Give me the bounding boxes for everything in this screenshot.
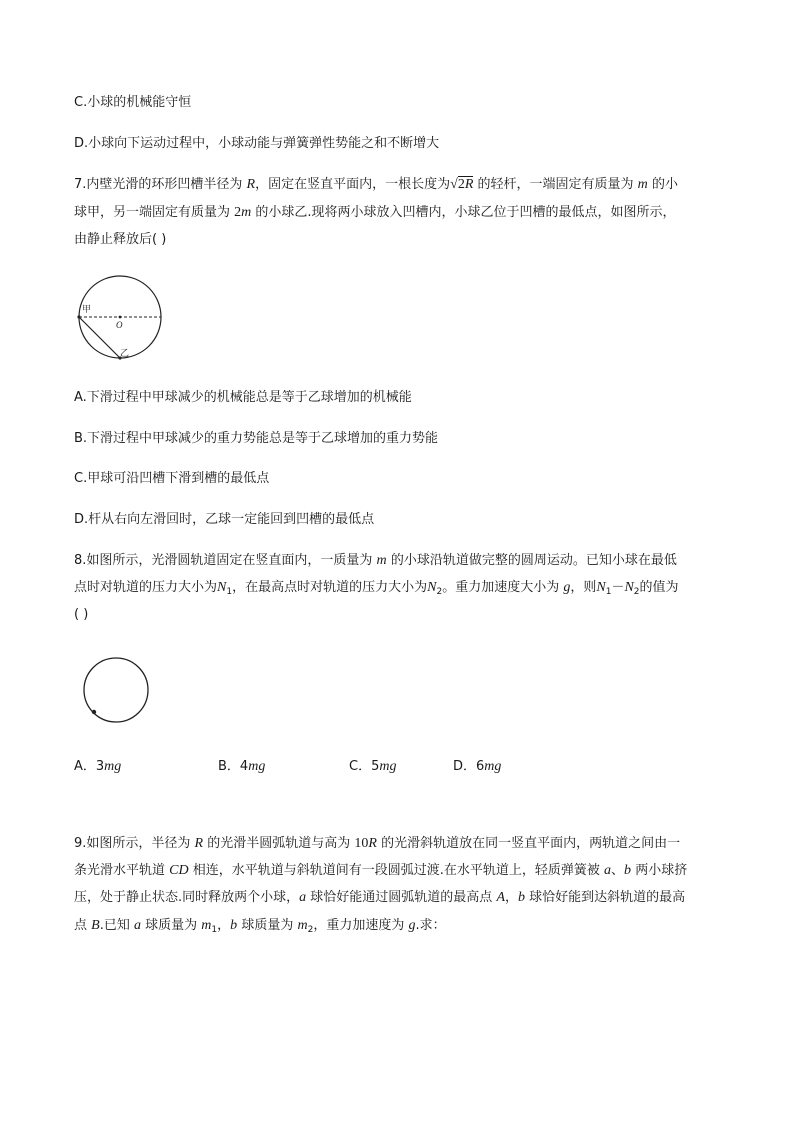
q8-stem-line-2: 点时对轨道的压力大小为$N_1$，在最高点时对轨道的压力大小为$N_2$。重力加速度大小为 g，则$N_1-N_2$的值为 [74, 580, 679, 597]
q7-option-a: A.下滑过程中甲球减少的机械能总是等于乙球增加的机械能 [74, 390, 412, 405]
q8-choice-d: D．6mg [453, 759, 502, 774]
q6-option-d: D.小球向下运动过程中，小球动能与弹簧弹性势能之和不断增大 [74, 136, 440, 151]
q9-stem-line-1: 9.如图所示，半径为 R 的光滑半圆弧轨道与高为 10R 的光滑斜轨道放在同一竖直平面内，两轨道之间由一 [74, 836, 681, 851]
q8-choice-b: B．4mg [218, 759, 266, 774]
q7-stem-line-2: 球甲，另一端固定有质量为 2m 的小球乙.现将两小球放入凹槽内，小球乙位于凹槽的最低点，如图所示， [74, 205, 676, 220]
q9-stem-line-2: 条光滑水平轨道 CD 相连，水平轨道与斜轨道间有一段圆弧过渡.在水平轨道上，轻质弹簧被 a、b 两小球挤 [74, 863, 688, 878]
q8-stem-line-1: 8.如图所示，光滑圆轨道固定在竖直面内，一质量为 m 的小球沿轨道做完整的圆周运动。已知小球在最低 [74, 553, 677, 568]
q8-figure [80, 656, 154, 726]
q7-center-point [119, 316, 122, 319]
q7-option-c: C.甲球可沿凹槽下滑到槽的最低点 [74, 471, 270, 486]
q8-stem-line-3: ( ) [74, 607, 89, 622]
q7-stem-line-3: 由静止释放后( ) [74, 232, 167, 247]
q7-option-b: B.下滑过程中甲球减少的重力势能总是等于乙球增加的重力势能 [74, 431, 439, 446]
q7-stem-line-1: 7.内壁光滑的环形凹槽半径为 R，固定在竖直平面内，一根长度为√2R 的轻杆，一端固定有质量为 m 的小 [74, 177, 678, 192]
q7-label-o: O [116, 320, 123, 330]
q8-choice-c: C．5mg [349, 759, 397, 774]
q8-choice-a: A．3mg [74, 759, 122, 774]
q8-ball [92, 710, 96, 714]
q7-ball-jia [77, 315, 80, 318]
q7-option-d: D.杆从右向左滑回时，乙球一定能回到凹槽的最低点 [74, 512, 375, 527]
q9-stem-line-3: 压，处于静止状态.同时释放两个小球，a 球恰好能通过圆弧轨道的最高点 A，b 球恰好能到达斜轨道的最高 [74, 890, 686, 905]
q6-option-c: C.小球的机械能守恒 [74, 95, 192, 110]
q7-label-jia: 甲 [82, 305, 92, 315]
q7-label-yi: 乙 [120, 349, 130, 359]
q7-figure [72, 270, 172, 364]
q9-stem-line-4: 点 B.已知 a 球质量为 $m_1$，b 球质量为 $m_2$，重力加速度为 g.求： [74, 918, 446, 935]
